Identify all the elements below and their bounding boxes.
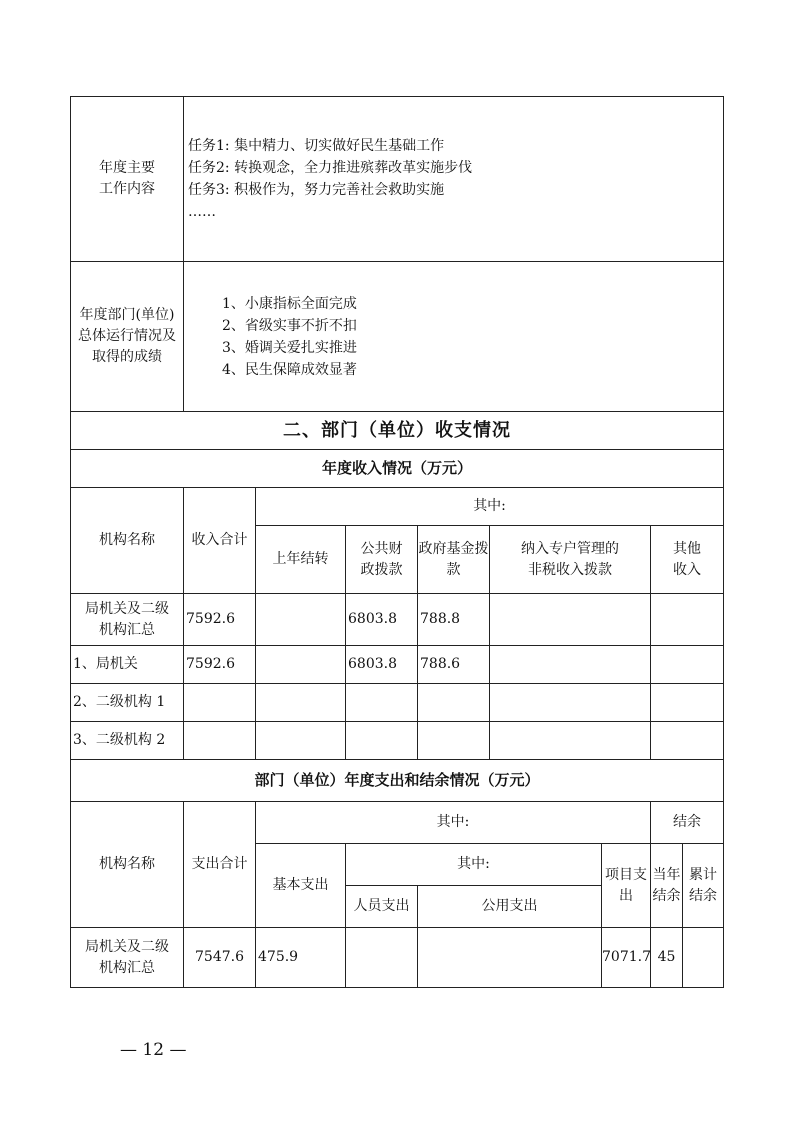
income-header-row-1 — [71, 488, 724, 526]
expense-project-cell: 7071.7 — [602, 928, 651, 988]
expense-header-row-1 — [71, 802, 724, 844]
achievement-line: 3、婚调关爱扎实推进 — [222, 339, 357, 356]
income-nontax-cell — [490, 594, 651, 646]
expense-among2-header: 其中: — [346, 844, 602, 886]
income-total-header: 收入合计 — [184, 488, 256, 594]
income-other-header: 其他 收入 — [651, 526, 724, 594]
expense-year-balance-cell: 45 — [651, 928, 683, 988]
income-gov-fund-cell — [418, 722, 490, 760]
table-row — [71, 646, 724, 684]
income-org-name: 3、二级机构 2 — [71, 722, 184, 760]
expense-total-cell: 7547.6 — [184, 928, 256, 988]
task-line: …… — [188, 204, 216, 220]
expense-public-use-header: 公用支出 — [418, 886, 602, 928]
expense-balance-header: 结余 — [651, 802, 724, 844]
income-other-cell — [651, 684, 724, 722]
income-nontax-cell — [490, 684, 651, 722]
report-table — [70, 96, 724, 988]
income-title-row — [71, 450, 724, 488]
income-public-cell — [346, 722, 418, 760]
income-public-cell — [346, 684, 418, 722]
achievement-line: 1、小康指标全面完成 — [222, 295, 357, 312]
income-gov-fund-cell: 788.6 — [418, 646, 490, 684]
achievement-label: 年度部门(单位) 总体运行情况及 取得的成绩 — [71, 262, 184, 412]
income-public-header: 公共财 政拨款 — [346, 526, 418, 594]
expense-total-header: 支出合计 — [184, 802, 256, 928]
expense-org-name: 局机关及二级 机构汇总 — [71, 928, 184, 988]
task-line: 任务1: 集中精力、切实做好民生基础工作 — [188, 138, 445, 154]
income-gov-fund-cell: 788.8 — [418, 594, 490, 646]
income-public-cell: 6803.8 — [346, 646, 418, 684]
section-title-row — [71, 412, 724, 450]
expense-org-header: 机构名称 — [71, 802, 184, 928]
report-form — [70, 96, 723, 988]
income-total-cell — [184, 684, 256, 722]
income-gov-fund-header: 政府基金拨款 — [418, 526, 490, 594]
expense-among-header: 其中: — [256, 802, 651, 844]
expense-year-balance-header: 当年 结余 — [651, 844, 683, 928]
income-title: 年度收入情况（万元） — [71, 450, 724, 488]
income-total-cell: 7592.6 — [184, 646, 256, 684]
expense-cum-balance-header: 累计 结余 — [683, 844, 724, 928]
income-carryover-cell — [256, 646, 346, 684]
income-nontax-header: 纳入专户管理的 非税收入拨款 — [490, 526, 651, 594]
income-gov-fund-cell — [418, 684, 490, 722]
income-org-name: 1、局机关 — [71, 646, 184, 684]
expense-basic-cell: 475.9 — [256, 928, 346, 988]
work-content-row — [71, 97, 724, 262]
income-carryover-header: 上年结转 — [256, 526, 346, 594]
income-nontax-cell — [490, 646, 651, 684]
table-row — [71, 722, 724, 760]
work-content-cell — [184, 97, 724, 262]
task-line: 任务2: 转换观念，全力推进殡葬改革实施步伐 — [188, 160, 473, 176]
expense-basic-header: 基本支出 — [256, 844, 346, 928]
expense-public-use-cell — [418, 928, 602, 988]
table-row — [71, 594, 724, 646]
income-carryover-cell — [256, 684, 346, 722]
table-row — [71, 928, 724, 988]
income-total-cell — [184, 722, 256, 760]
expense-cum-balance-cell — [683, 928, 724, 988]
section-title: 二、部门（单位）收支情况 — [71, 412, 724, 450]
expense-personnel-cell — [346, 928, 418, 988]
expense-project-header: 项目支出 — [602, 844, 651, 928]
expense-title: 部门（单位）年度支出和结余情况（万元） — [71, 760, 724, 802]
income-carryover-cell — [256, 594, 346, 646]
page-number: — 12 — — [120, 1040, 187, 1060]
expense-personnel-header: 人员支出 — [346, 886, 418, 928]
income-carryover-cell — [256, 722, 346, 760]
achievement-cell — [184, 262, 724, 412]
income-among-header: 其中: — [256, 488, 724, 526]
task-line: 任务3: 积极作为，努力完善社会救助实施 — [188, 182, 445, 198]
income-nontax-cell — [490, 722, 651, 760]
work-content-label: 年度主要 工作内容 — [71, 97, 184, 262]
achievement-line: 4、民生保障成效显著 — [222, 361, 357, 378]
expense-title-row — [71, 760, 724, 802]
income-other-cell — [651, 594, 724, 646]
income-org-header: 机构名称 — [71, 488, 184, 594]
income-public-cell: 6803.8 — [346, 594, 418, 646]
achievement-line: 2、省级实事不折不扣 — [222, 317, 357, 334]
income-total-cell: 7592.6 — [184, 594, 256, 646]
table-row — [71, 684, 724, 722]
achievement-row — [71, 262, 724, 412]
income-org-name: 2、二级机构 1 — [71, 684, 184, 722]
income-org-name: 局机关及二级 机构汇总 — [71, 594, 184, 646]
income-other-cell — [651, 646, 724, 684]
income-other-cell — [651, 722, 724, 760]
